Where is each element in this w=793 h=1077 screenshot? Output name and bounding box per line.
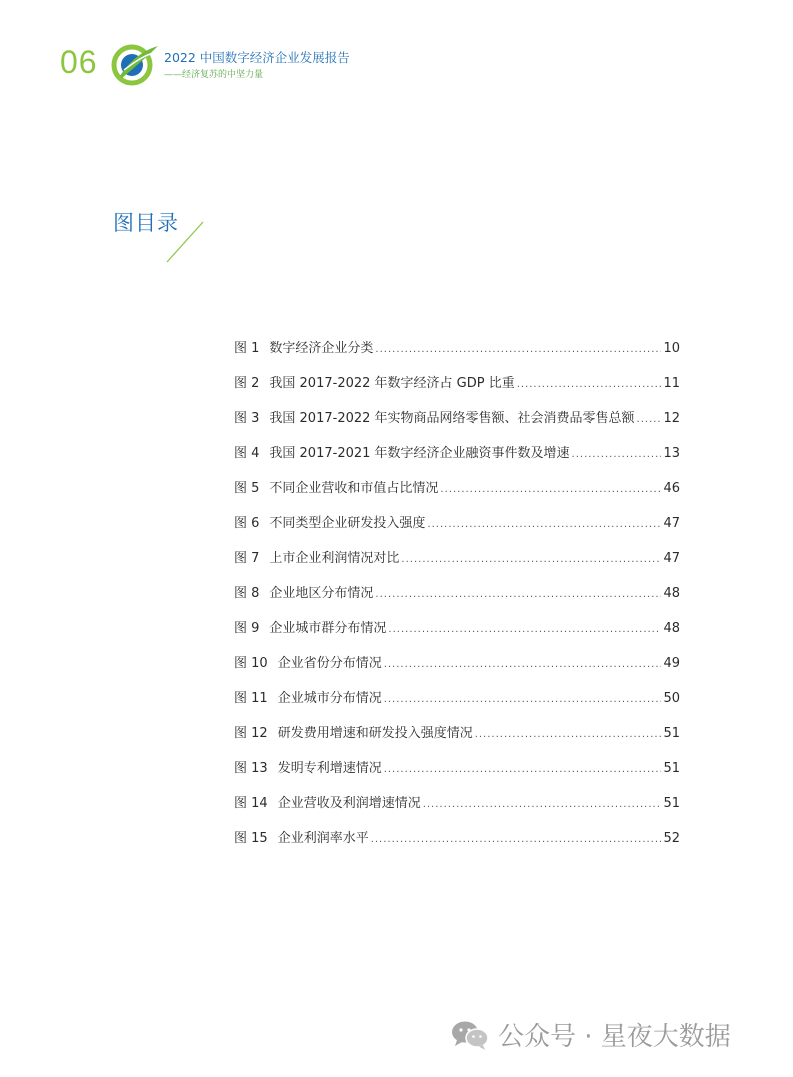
toc-entry[interactable] bbox=[234, 407, 680, 442]
toc-entry[interactable] bbox=[234, 617, 680, 652]
toc-entry[interactable] bbox=[234, 757, 680, 792]
toc-entry[interactable] bbox=[234, 512, 680, 547]
page-number-ref: 47 bbox=[663, 516, 680, 531]
figure-title: 我国 2017-2022 年数字经济占 GDP 比重 bbox=[269, 376, 515, 391]
figure-title: 不同类型企业研发投入强度 bbox=[269, 516, 426, 531]
figure-title: 企业城市群分布情况 bbox=[269, 621, 387, 636]
dot-leader bbox=[572, 449, 662, 460]
dot-leader bbox=[423, 799, 662, 810]
dot-leader bbox=[384, 764, 662, 775]
figure-label: 图 4 bbox=[234, 446, 260, 461]
toc-entry[interactable] bbox=[234, 722, 680, 757]
page-number-ref: 51 bbox=[663, 796, 680, 811]
figure-title: 企业营收及利润增速情况 bbox=[277, 796, 421, 811]
figure-label: 图 1 bbox=[234, 341, 260, 356]
figure-label: 图 12 bbox=[234, 726, 268, 741]
toc-entry[interactable] bbox=[234, 442, 680, 477]
figure-title: 企业利润率水平 bbox=[277, 831, 369, 846]
dot-leader bbox=[371, 834, 662, 845]
toc-entry[interactable] bbox=[234, 582, 680, 617]
toc-entry[interactable] bbox=[234, 827, 680, 862]
page-number-ref: 13 bbox=[663, 446, 680, 461]
figure-list bbox=[234, 337, 680, 862]
wechat-icon bbox=[450, 1019, 490, 1051]
figure-title: 我国 2017-2022 年实物商品网络零售额、社会消费品零售总额 bbox=[269, 411, 635, 426]
dot-leader bbox=[401, 554, 661, 565]
page-number: 06 bbox=[60, 44, 98, 80]
figure-label: 图 3 bbox=[234, 411, 260, 426]
figure-label: 图 8 bbox=[234, 586, 260, 601]
page-number-ref: 50 bbox=[663, 691, 680, 706]
page-number-ref: 49 bbox=[663, 656, 680, 671]
figure-title: 我国 2017-2021 年数字经济企业融资事件数及增速 bbox=[269, 446, 570, 461]
toc-entry[interactable] bbox=[234, 337, 680, 372]
watermark bbox=[450, 1016, 731, 1053]
figure-label: 图 13 bbox=[234, 761, 268, 776]
page-number-ref: 48 bbox=[663, 621, 680, 636]
report-title: 2022 中国数字经济企业发展报告 bbox=[164, 50, 350, 65]
figure-title: 企业城市分布情况 bbox=[277, 691, 382, 706]
page-number-ref: 46 bbox=[663, 481, 680, 496]
toc-entry[interactable] bbox=[234, 547, 680, 582]
figure-label: 图 5 bbox=[234, 481, 260, 496]
dot-leader bbox=[637, 414, 662, 425]
dot-leader bbox=[375, 589, 661, 600]
figure-label: 图 15 bbox=[234, 831, 268, 846]
figure-title: 发明专利增速情况 bbox=[277, 761, 382, 776]
figure-label: 图 6 bbox=[234, 516, 260, 531]
figure-label: 图 7 bbox=[234, 551, 260, 566]
figure-title: 不同企业营收和市值占比情况 bbox=[269, 481, 439, 496]
page-number-ref: 12 bbox=[663, 411, 680, 426]
dot-leader bbox=[440, 484, 661, 495]
figure-title: 上市企业利润情况对比 bbox=[269, 551, 400, 566]
page-number-ref: 51 bbox=[663, 726, 680, 741]
figure-label: 图 10 bbox=[234, 656, 268, 671]
figure-label: 图 14 bbox=[234, 796, 268, 811]
page-number-ref: 51 bbox=[663, 761, 680, 776]
toc-entry[interactable] bbox=[234, 652, 680, 687]
report-subtitle: ——经济复苏的中坚力量 bbox=[164, 70, 264, 80]
figure-label: 图 9 bbox=[234, 621, 260, 636]
dot-leader bbox=[384, 694, 662, 705]
toc-entry[interactable] bbox=[234, 477, 680, 512]
page-number-ref: 11 bbox=[663, 376, 680, 391]
page-number-ref: 52 bbox=[663, 831, 680, 846]
dot-leader bbox=[375, 344, 661, 355]
figure-title: 企业地区分布情况 bbox=[269, 586, 374, 601]
dot-leader bbox=[475, 729, 662, 740]
page-number-ref: 47 bbox=[663, 551, 680, 566]
dot-leader bbox=[388, 624, 661, 635]
report-logo-icon bbox=[110, 40, 160, 86]
dot-leader bbox=[384, 659, 662, 670]
watermark-text: 公众号 · 星夜大数据 bbox=[498, 1022, 731, 1052]
decorative-slash bbox=[165, 220, 205, 264]
figure-label: 图 11 bbox=[234, 691, 268, 706]
figure-label: 图 2 bbox=[234, 376, 260, 391]
toc-entry[interactable] bbox=[234, 372, 680, 407]
figure-title: 研发费用增速和研发投入强度情况 bbox=[277, 726, 473, 741]
figure-title: 企业省份分布情况 bbox=[277, 656, 382, 671]
dot-leader bbox=[427, 519, 661, 530]
toc-entry[interactable] bbox=[234, 792, 680, 827]
toc-entry[interactable] bbox=[234, 687, 680, 722]
figure-title: 数字经济企业分类 bbox=[269, 341, 374, 356]
dot-leader bbox=[517, 379, 662, 390]
toc-heading: 图目录 bbox=[113, 211, 179, 235]
page-number-ref: 48 bbox=[663, 586, 680, 601]
page-number-ref: 10 bbox=[663, 341, 680, 356]
